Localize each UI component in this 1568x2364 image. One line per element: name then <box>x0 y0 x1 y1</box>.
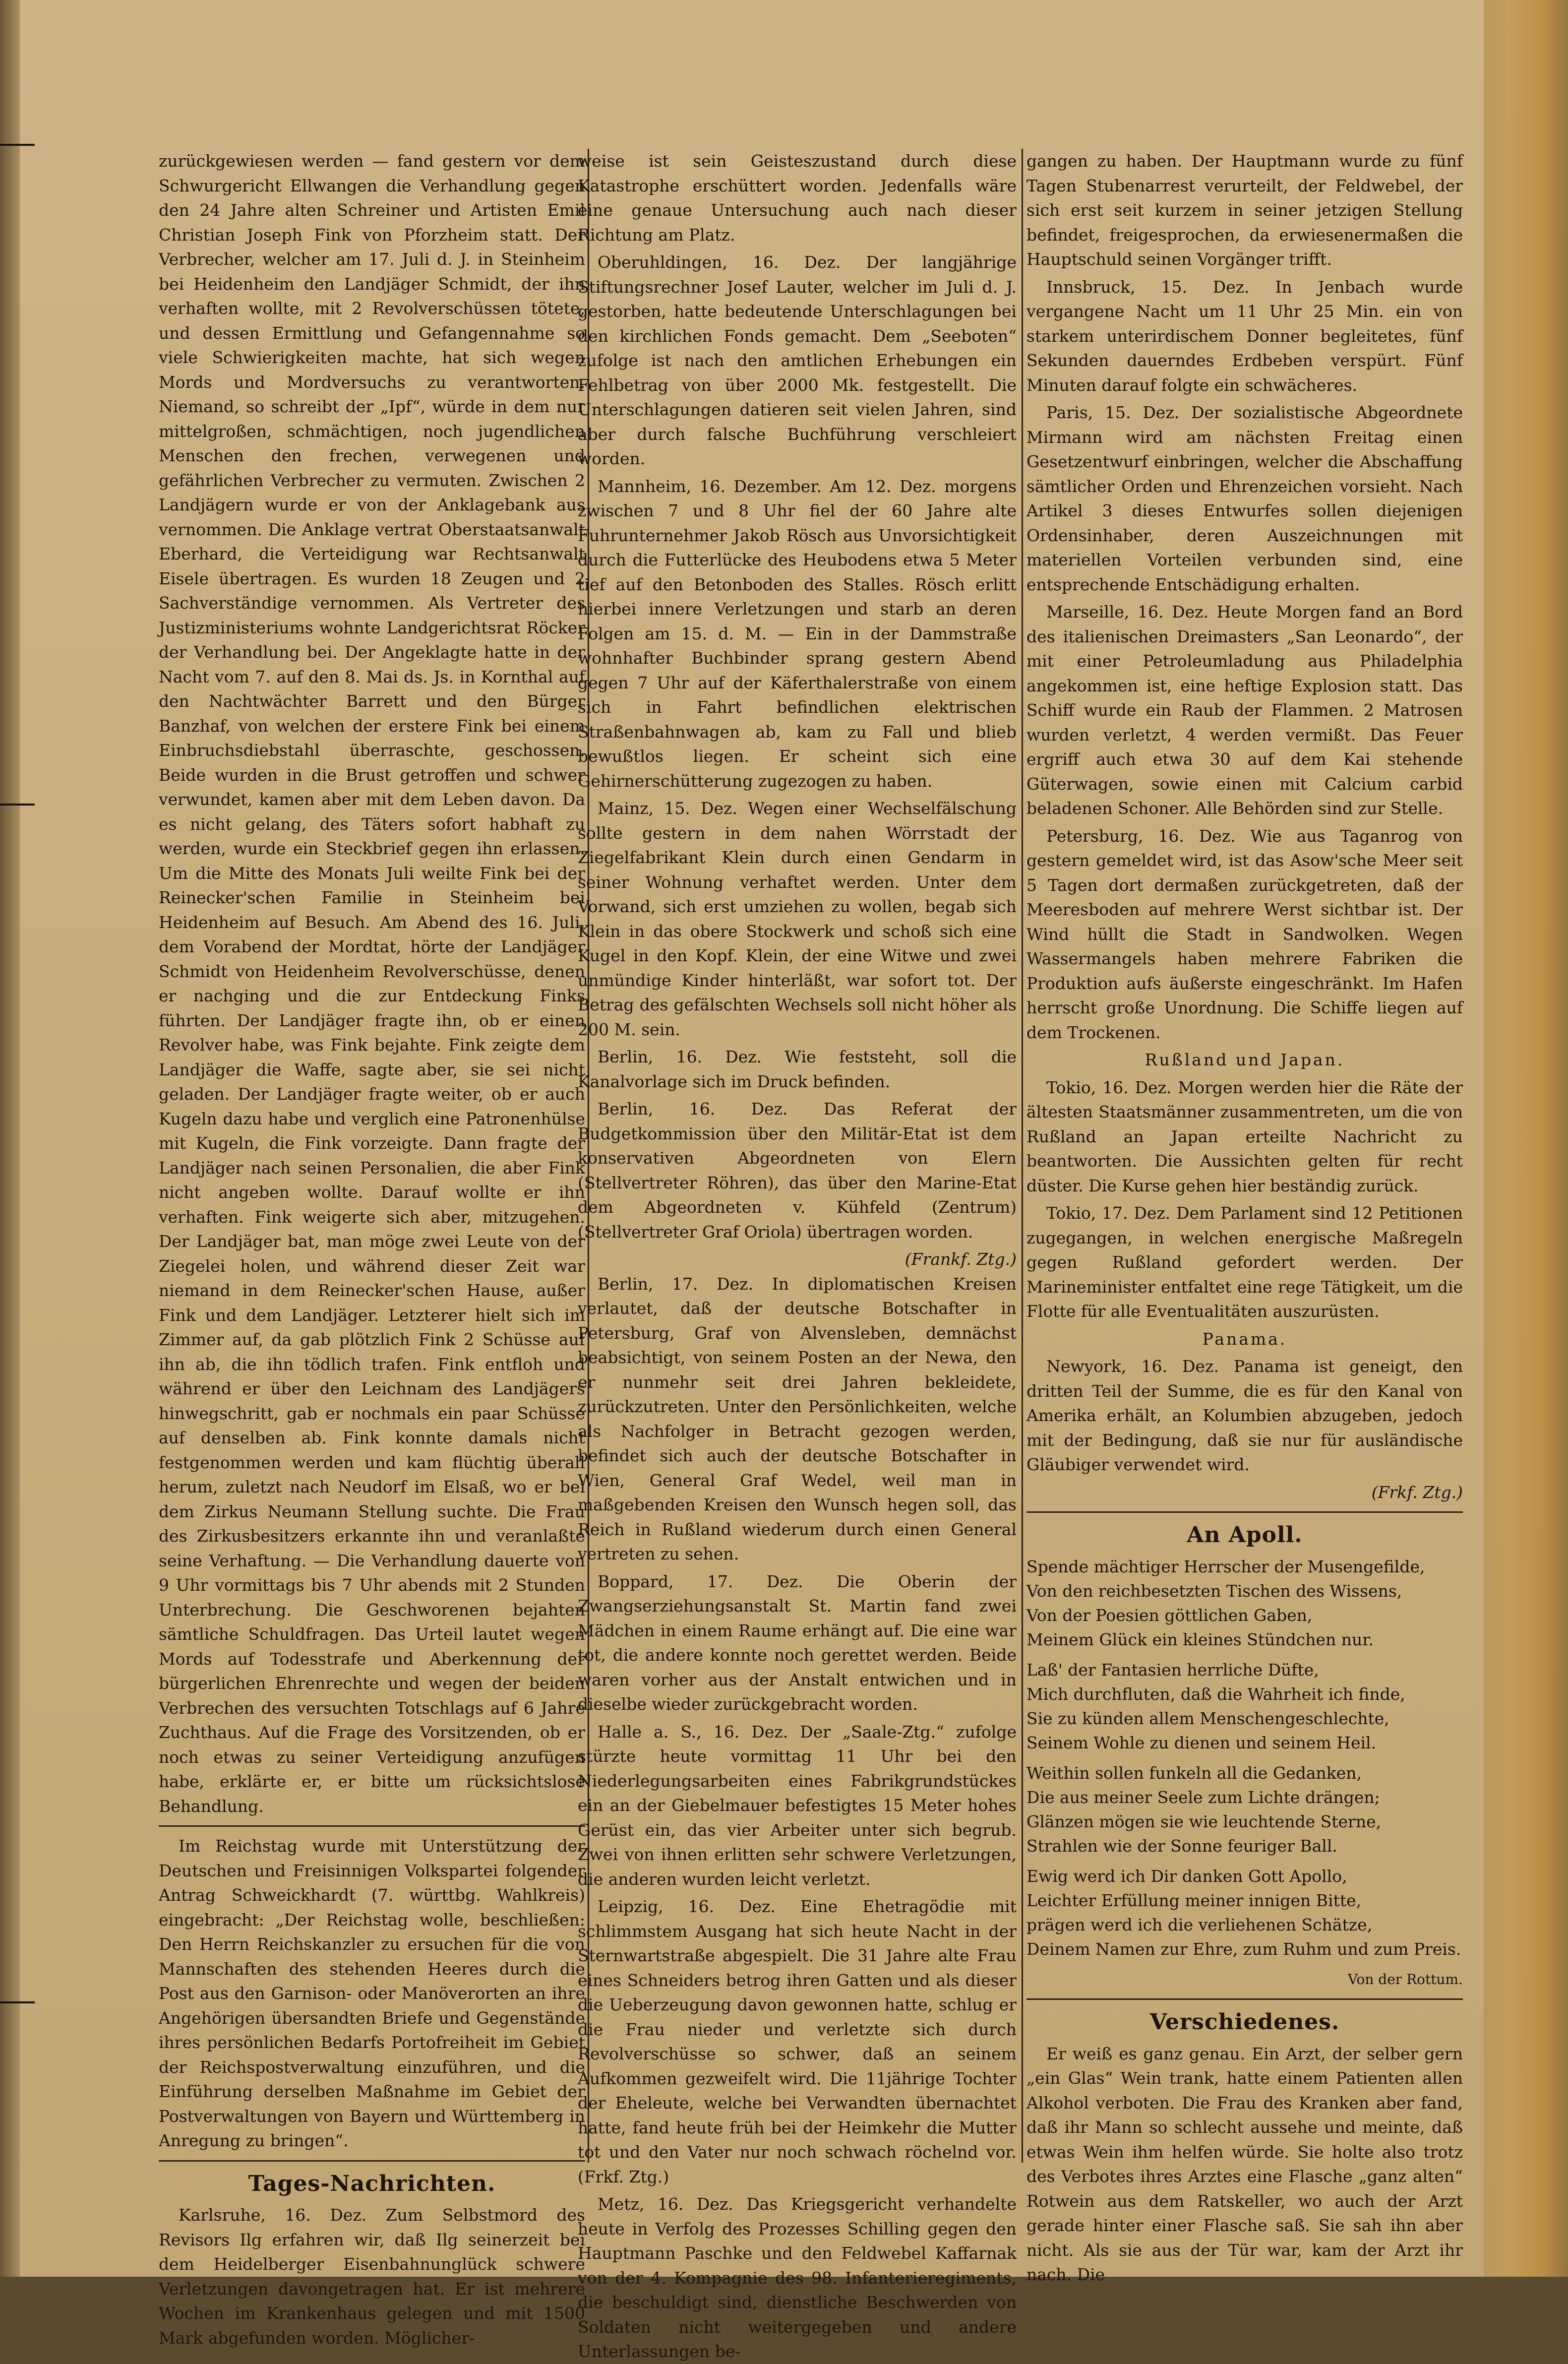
article-mainz: Mainz, 15. Dez. Wegen einer Wechselfälschung sollte gestern in dem nahen Wörrstadt der Ziegelfabrikant Klein durch einen Gendarm in seiner Wohnung verhaftet werden. Unter dem Vorwand, sich erst umziehen zu wollen, begab sich Klein in das obere Stockwerk und schoß sich eine Kugel in den Kopf. Klein, der eine Witwe und zwei unmündige Kinder hinterläßt, war sofort tot. Der Betrag des gefälschten Wechsels soll nicht höher als 200 M. sein. <box>578 799 1017 1039</box>
poem-line: Seinem Wohle zu dienen und seinem Heil. <box>1026 1733 1377 1752</box>
poem-line: Die aus meiner Seele zum Lichte drängen; <box>1026 1787 1380 1807</box>
subheading-russland-japan: Rußland und Japan. <box>1145 1050 1345 1069</box>
article-tokio-1: Tokio, 16. Dez. Morgen werden hier die Räte der ältesten Staatsmänner zusammentreten, um die von Rußland an Japan erteilte Nachricht zu beantworten. Die Aussichten gelten für recht düster. Die Kurse gehen hier beständig zurück. <box>1026 1077 1463 1195</box>
article-metz: Metz, 16. Dez. Das Kriegsgericht verhandelte heute in Verfolg des Prozesses Schilling gegen den Hauptmann Paschke und den Feldwebel Kaffarnak von der 4. Kompagnie des 98. Infanterieregiments, die beschuldigt sind, dienstliche Beschwerden von Soldaten nicht weitergegeben und andere Unterlassungen be- <box>578 2194 1017 2361</box>
article-oberuhldingen: Oberuhldingen, 16. Dez. Der langjährige Stiftungsrechner Josef Lauter, welcher im Juli d. J. gestorben, hatte bedeutende Unterschlagungen bei den kirchlichen Fonds gemacht. Dem „Seeboten“ zufolge ist nach den amtlichen Erhebungen ein Fehlbetrag von über 2000 Mk. festgestellt. Die Unterschlagungen datieren seit vielen Jahren, sind aber durch falsche Buchführung verschleiert worden. <box>578 252 1017 468</box>
poem-line: Deinem Namen zur Ehre, zum Ruhm und zum Preis. <box>1026 1939 1461 1959</box>
article-continued: weise ist sein Geisteszustand durch diese Katastrophe erschüttert worden. Jedenfalls wäre eine genaue Untersuchung auch nach dieser Richtung am Platz. <box>578 151 1017 245</box>
poem-line: Weithin sollen funkeln all die Gedanken, <box>1026 1763 1362 1783</box>
article-karlsruhe: Karlsruhe, 16. Dez. Zum Selbstmord des Revisors Ilg erfahren wir, daß Ilg seinerzeit bei dem Heidelberger Eisenbahnunglück schwere Verletzungen davongetragen hat. Er ist mehrere Wochen im Krankenhaus gelegen und mit 1500 Mark abgefunden worden. Möglicher- <box>159 2205 585 2348</box>
poem-title: An Apoll. <box>1187 1522 1303 1548</box>
article-marseille: Marseille, 16. Dez. Heute Morgen fand an Bord des italienischen Dreimasters „San Leonardo“, der mit einer Petroleumladung aus Philadelphia angekommen ist, eine heftige Explosion statt. Das Schiff wurde ein Raub der Flammen. 2 Matrosen wurden verletzt, 4 werden vermißt. Das Feuer ergriff auch etwa 30 auf dem Kai stehende Güterwagen, sowie einen mit Calcium carbid beladenen Schoner. Alle Behörden sind zur Stelle. <box>1026 602 1463 818</box>
margin-tick <box>0 804 35 806</box>
article-arzt: Er weiß es ganz genau. Ein Arzt, der selber gern „ein Glas“ Wein trank, hatte einem Patienten allen Alkohol verboten. Die Frau des Kranken aber fand, daß ihr Mann so schlecht aussehe und meinte, daß etwas Wein ihm helfen würde. Sie holte also trotz des Verbotes ihres Arztes eine Flasche „ganz alten“ Rotwein aus dem Ratskeller, wo auch der Arzt gerade hinter einer Flasche saß. Sie sah ihn aber nicht. Als sie aus der Tür war, kam der Arzt ihr nach. Die <box>1026 2044 1463 2284</box>
source-credit: (Frankf. Ztg.) <box>905 1249 1017 1269</box>
article-leipzig: Leipzig, 16. Dez. Eine Ehetragödie mit schlimmstem Ausgang hat sich heute Nacht in der Sternwartstraße abgespielt. Die 31 Jahre alte Frau eines Schneiders betrog ihren Gatten und als dieser die Ueberzeugung davon gewonnen hatte, schlug er die Frau nieder und verletzte sich durch Revolverschüsse so schwer, daß an seinem Aufkommen gezweifelt wird. Die 11jährige Tochter der Eheleute, welche bei Verwandten übernachtet hatte, fand heute früh bei der Heimkehr die Mutter tot und den Vater nur noch schwach röchelnd vor. (Frkf. Ztg.) <box>578 1897 1017 2186</box>
divider <box>159 2160 585 2162</box>
column-3 <box>1026 149 1463 2284</box>
article-boppard: Boppard, 17. Dez. Die Oberin der Zwangserziehungsanstalt St. Martin fand zwei Mädchen in einem Raume erhängt auf. Die eine war tot, die andere konnte noch gerettet werden. Beide waren vorher aus der Anstalt entwichen und in dieselbe wieder zurückgebracht worden. <box>578 1571 1017 1714</box>
article-mannheim: Mannheim, 16. Dezember. Am 12. Dez. morgens zwischen 7 und 8 Uhr fiel der 60 Jahre alte Fuhrunternehmer Jakob Rösch aus Unvorsichtigkeit durch die Futterlücke des Heubodens etwa 5 Meter tief auf den Betonboden des Stalles. Rösch erlitt hierbei innere Verletzungen und starb an deren Folgen am 15. d. M. — Ein in der Dammstraße wohnhafter Buchbinder sprang gestern Abend gegen 7 Uhr auf der Käferthalerstraße von einem sich in Fahrt befindlichen elektrischen Straßenbahnwagen ab, kam zu Fall und blieb bewußtlos liegen. Er scheint sich eine Gehirnerschütterung zugezogen zu haben. <box>578 476 1017 791</box>
column-2 <box>578 149 1017 2361</box>
poem-line: prägen werd ich die verliehenen Schätze, <box>1026 1915 1373 1934</box>
poem-author: Von der Rottum. <box>1347 1971 1463 1988</box>
page-right-edge <box>1484 0 1568 2277</box>
page-left-edge <box>0 0 20 2277</box>
divider <box>159 1825 585 1827</box>
margin-tick <box>0 2001 35 2003</box>
column-rule <box>1022 149 1023 2163</box>
article-berlin-1: Berlin, 16. Dez. Wie feststeht, soll die Kanalvorlage sich im Druck befinden. <box>578 1047 1017 1091</box>
section-heading-tages-nachrichten: Tages-Nachrichten. <box>248 2171 496 2196</box>
poem-line: Leichter Erfüllung meiner innigen Bitte, <box>1026 1890 1362 1910</box>
article-paris: Paris, 15. Dez. Der sozialistische Abgeordnete Mirmann wird am nächsten Freitag einen Gesetzentwurf einbringen, welcher die Abschaffung sämtlicher Orden und Ehrenzeichen vorsieht. Nach Artikel 3 dieses Entwurfes sollen diejenigen Ordensinhaber, deren Auszeichnungen mit materiellen Vorteilen verbunden sind, eine entsprechende Entschädigung erhalten. <box>1026 403 1463 594</box>
divider <box>1026 1511 1463 1513</box>
article-berlin-2: Berlin, 16. Dez. Das Referat der Budgetkommission über den Militär-Etat ist dem konservativen Abgeordneten von Elern (Stellvertreter Röhren), das über den Marine-Etat dem Abgeordneten v. Kühfeld (Zentrum) (Stellvertreter Graf Oriola) übertragen worden. <box>578 1099 1017 1242</box>
article-berlin-3: Berlin, 17. Dez. In diplomatischen Kreisen verlautet, daß der deutsche Botschafter in Petersburg, Graf von Alvensleben, demnächst beabsichtigt, von seinem Posten an der Newa, den er nunmehr seit drei Jahren bekleidete, zurückzutreten. Unter den Persönlichkeiten, welche als Nachfolger in Betracht gezogen werden, befindet sich auch der deutsche Botschafter in Wien, General Graf Wedel, weil man in maßgebenden Kreisen den Wunsch hegen soll, das Reich in Rußland wiederum durch einen General vertreten zu sehen. <box>578 1274 1017 1563</box>
article-newyork: Newyork, 16. Dez. Panama ist geneigt, den dritten Teil der Summe, die es für den Kanal von Amerika erhält, an Kolumbien abzugeben, jedoch mit der Bedingung, daß sie nur für ausländische Gläubiger verwendet wird. <box>1026 1357 1463 1474</box>
margin-tick <box>0 144 35 146</box>
poem-line: Von den reichbesetzten Tischen des Wissens, <box>1026 1581 1402 1601</box>
subheading-panama: Panama. <box>1202 1329 1287 1349</box>
poem-stanza <box>1026 1864 1463 1961</box>
article-tokio-2: Tokio, 17. Dez. Dem Parlament sind 12 Petitionen zugegangen, in welchen energische Maßregeln gegen Rußland gefordert werden. Der Marineminister entfaltet eine rege Tätigkeit, um die Flotte für alle Eventualitäten auszurüsten. <box>1026 1203 1463 1321</box>
article-innsbruck: Innsbruck, 15. Dez. In Jenbach wurde vergangene Nacht um 11 Uhr 25 Min. ein von starkem unterirdischem Donner begleitetes, fünf Sekunden dauerndes Erdbeben verspürt. Fünf Minuten darauf folgte ein schwächeres. <box>1026 277 1463 395</box>
poem-line: Spende mächtiger Herrscher der Musengefilde, <box>1026 1556 1425 1576</box>
article-trial-ellwangen: zurückgewiesen werden — fand gestern vor dem Schwurgericht Ellwangen die Verhandlung gegen den 24 Jahre alten Schreiner und Artisten Emil Christian Joseph Fink von Pforzheim statt. Der Verbrecher, welcher am 17. Juli d. J. in Steinheim bei Heidenheim den Landjäger Schmidt, der ihn verhaften wollte, mit 2 Revolverschüssen tötete, und dessen Ermittlung und Gefangennahme so viele Schwierigkeiten machte, hat sich wegen Mords und Mordversuchs zu verantworten. Niemand, so schreibt der „Ipf“, würde in dem nur mittelgroßen, schmächtigen, noch jugendlichen Menschen den frechen, verwegenen und gefährlichen Verbrecher zu vermuten. Zwischen 2 Landjägern wurde er von der Anklagebank aus vernommen. Die Anklage vertrat Oberstaatsanwalt Eberhard, die Verteidigung war Rechtsanwalt Eisele übertragen. Es wurden 18 Zeugen und 2 Sachverständige vernommen. Als Vertreter des Justizministeriums wohnte Landgerichtsrat Röcker der Verhandlung bei. Der Angeklagte hatte in der Nacht vom 7. auf den 8. Mai ds. Js. in Kornthal auf den Nachtwächter Barrett und den Bürger Banzhaf, von welchen der erstere Fink bei einem Einbruchsdiebstahl überraschte, geschossen. Beide wurden in die Brust getroffen und schwer verwundet, kamen aber mit dem Leben davon. Da es nicht gelang, des Täters sofort habhaft zu werden, wurde ein Steckbrief gegen ihn erlassen. Um die Mitte des Monats Juli weilte Fink bei der Reinecker'schen Familie in Steinheim bei Heidenheim auf Besuch. Am Abend des 16. Juli, dem Vorabend der Mordtat, hörte der Landjäger Schmidt von Heidenheim Revolverschüsse, denen er nachging und die zur Entdeckung Finks führten. Der Landjäger fragte ihn, ob er einen Revolver habe, was Fink bejahte. Fink zeigte dem Landjäger die Waffe, sagte aber, sie sei nicht geladen. Der Landjäger fragte weiter, ob er auch Kugeln dazu habe und verglich eine Patronenhülse mit Kugeln, die Fink vorzeigte. Dann fragte der Landjäger nach seinen Personalien, die aber Fink nicht angeben wollte. Darauf wollte er ihn verhaften. Fink weigerte sich aber, mitzugehen. Der Landjäger bat, man möge zwei Leute von der Ziegelei holen, und während dieser Zeit war niemand in dem Reinecker'schen Hause, außer Fink und dem Landjäger. Letzterer hielt sich im Zimmer auf, da gab plötzlich Fink 2 Schüsse auf ihn ab, die ihn tödlich trafen. Fink entfloh und während er über den Leichnam des Landjägers hinwegschritt, gab er nochmals ein paar Schüsse auf denselben ab. Fink konnte damals nicht festgenommen werden und kam flüchtig überall herum, zuletzt nach Neudorf im Elsaß, wo er bei dem Zirkus Neumann Stellung suchte. Die Frau des Zirkusbesitzers erkannte ihn und veranlaßte seine Verhaftung. — Die Verhandlung dauerte von 9 Uhr vormittags bis 7 Uhr abends mit 2 Stunden Unterbrechung. Die Geschworenen bejahten sämtliche Schuldfragen. Das Urteil lautet wegen Mords auf Todesstrafe und Aberkennung der bürgerlichen Ehrenrechte und wegen der beiden Verbrechen des versuchten Totschlags auf 6 Jahre Zuchthaus. Auf die Frage des Vorsitzenden, ob er noch etwas zu seiner Verteidigung anzufügen habe, erklärte er, er bitte um rücksichtslose Behandlung. <box>159 151 585 1816</box>
article-continued: gangen zu haben. Der Hauptmann wurde zu fünf Tagen Stubenarrest verurteilt, der Feldwebel, der sich erst seit kurzem in seiner jetzigen Stellung befindet, freigesprochen, da erwiesenermaßen die Hauptschuld seinen Vorgänger trifft. <box>1026 151 1463 269</box>
poem-line: Ewig werd ich Dir danken Gott Apollo, <box>1026 1866 1347 1886</box>
article-halle: Halle a. S., 16. Dez. Der „Saale-Ztg.“ zufolge stürzte heute vormittag 11 Uhr bei den Niederlegungsarbeiten eines Fabrikgrundstückes ein an der Giebelmauer befestigtes 15 Meter hohes Gerüst ein, das vier Arbeiter unter sich begrub. Zwei von ihnen erlitten sehr schwere Verletzungen, die anderen wurden leicht verletzt. <box>578 1722 1017 1889</box>
poem-stanza <box>1026 1761 1463 1858</box>
poem <box>1026 1555 1463 1961</box>
poem-line: Sie zu künden allem Menschengeschlechte, <box>1026 1708 1389 1728</box>
section-heading-verschiedenes: Verschiedenes. <box>1149 2009 1340 2035</box>
poem-line: Mich durchfluten, daß die Wahrheit ich finde, <box>1026 1684 1405 1704</box>
poem-line: Strahlen wie der Sonne feuriger Ball. <box>1026 1836 1337 1856</box>
poem-stanza <box>1026 1658 1463 1755</box>
poem-line: Meinem Glück ein kleines Stündchen nur. <box>1026 1629 1374 1649</box>
article-petersburg: Petersburg, 16. Dez. Wie aus Taganrog von gestern gemeldet wird, ist das Asow'sche Meer seit 5 Tagen dort dermaßen zurückgetreten, daß der Meeresboden auf mehrere Werst sichtbar ist. Der Wind hüllt die Stadt in Sandwolken. Wegen Wassermangels haben mehrere Fabriken die Produktion aufs äußerste eingeschränkt. Im Hafen herrscht große Unordnung. Die Schiffe liegen auf dem Trockenen. <box>1026 826 1463 1042</box>
column-1 <box>159 149 585 2348</box>
poem-stanza <box>1026 1555 1463 1652</box>
source-credit: (Frkf. Ztg.) <box>1371 1482 1463 1502</box>
divider <box>1026 1998 1463 2000</box>
article-reichstag: Im Reichstag wurde mit Unterstützung der Deutschen und Freisinnigen Volkspartei folgender Antrag Schweickhardt (7. württbg. Wahlkreis) eingebracht: „Der Reichstag wolle, beschließen: Den Herrn Reichskanzler zu ersuchen für die von Mannschaften des stehenden Heeres durch die Post aus den Garnison- oder Manöverorten an ihre Angehörigen übersandten Briefe und Gegenstände ihres persönlichen Bedarfs Portofreiheit im Gebiet der Reichspostverwaltung einzuführen, und die Einführung derselben Maßnahme im Gebiet der Postverwaltungen von Bayern und Württemberg in Anregung zu bringen“. <box>159 1836 585 2150</box>
poem-line: Glänzen mögen sie wie leuchtende Sterne, <box>1026 1811 1382 1831</box>
poem-line: Von der Poesien göttlichen Gaben, <box>1026 1605 1313 1625</box>
poem-line: Laß' der Fantasien herrliche Düfte, <box>1026 1660 1319 1680</box>
